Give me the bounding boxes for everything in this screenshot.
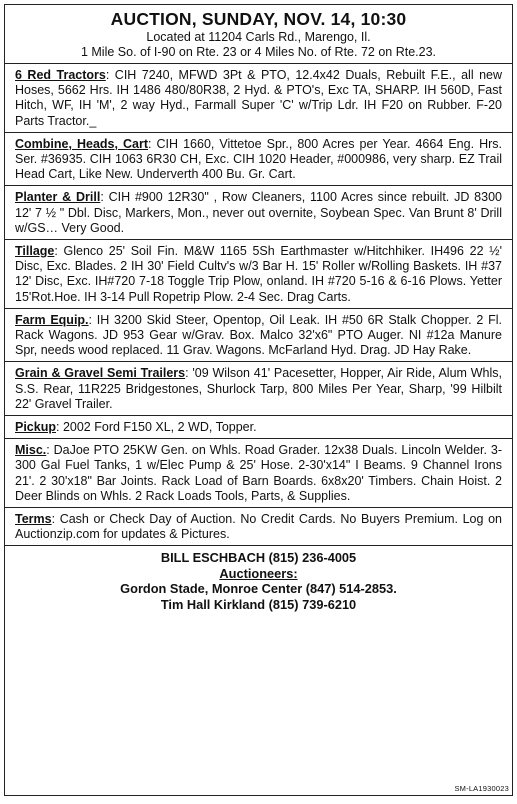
divider (5, 545, 512, 546)
section-text: : CIH #900 12R30" , Row Cleaners, 1100 Acres since rebuilt. JD 8300 12' 7 ½ " Dbl. Disc, Markers, Mon., never out overnite, Soybean Spec. Van Brunt 8' Drill w/GS… Very Good. (15, 190, 502, 235)
auctioneer-2: Tim Hall Kirkland (815) 739-6210 (160, 596, 357, 612)
page-title: AUCTION, SUNDAY, NOV. 14, 10:30 (110, 9, 407, 29)
section-combine (15, 137, 502, 183)
section-heading: Pickup (15, 420, 56, 435)
divider (5, 132, 512, 133)
section-text: : Glenco 25' Soil Fin. M&W 1165 5Sh Earthmaster w/Hitchhiker. IH496 22 ½' Disc, Exc. Blades. 2 IH 30' Field Cultv's w/3 Bar H. 15' Roller w/Rolling Baskets. IH #37 12' Disc, Exc. IH#720 7-18 Toggle Trip Plow, onland. IH #720 5-16 & 6-16 Plows. Yetter 15'Rot.Hoe. IH 3-14 Pull Ropetrip Plow. 2-4 Sec. Drag Carts. (15, 244, 502, 304)
auctioneer-1: Gordon Stade, Monroe Center (847) 514-2853. (120, 581, 397, 597)
divider (5, 361, 512, 362)
section-heading: Farm Equip. (15, 312, 89, 327)
section-heading: Terms (15, 512, 52, 527)
owner-contact: BILL ESCHBACH (815) 236-4005 (160, 550, 357, 566)
divider (5, 438, 512, 439)
divider (5, 507, 512, 508)
section-text: : Cash or Check Day of Auction. No Credit Cards. No Buyers Premium. Log on Auctionzip.com for updates & Pictures. (15, 512, 502, 542)
section-farm-equip (15, 313, 502, 359)
divider (5, 185, 512, 186)
section-tractors (15, 68, 502, 129)
section-text: : CIH 7240, MFWD 3Pt & PTO, 12.4x42 Duals, Rebuilt F.E., all new Hoses, 5662 Hrs. IH 1486 480/80R38, 2 Hyd. & PTO's, Exc TA, SHARP. IH 560D, Fast Hitch, WF, IH 'M', 2 way Hyd., Farmall Super 'C' w/Trip Ldr. IH F20 on Rubber. F-20 Parts Tractor._ (15, 68, 502, 128)
section-semi-trailers (15, 366, 502, 412)
section-heading: Misc. (15, 443, 47, 458)
section-heading: Tillage (15, 244, 55, 259)
divider (5, 239, 512, 240)
divider (5, 308, 512, 309)
section-terms (15, 512, 502, 542)
auction-ad (4, 4, 513, 796)
section-text: : CIH 1660, Vittetoe Spr., 800 Acres per Year. 4664 Eng. Hrs. Ser. #36935. CIH 1063 6R30 CH, Exc. CIH 1020 Header, #000986, very sharp. EZ Trail Head Cart, Like New. Underverth 400 Bu. Gr. Cart. (15, 136, 502, 182)
section-misc (15, 443, 502, 504)
section-tillage (15, 244, 502, 305)
divider (5, 63, 512, 64)
section-text: : IH 3200 Skid Steer, Opentop, Oil Leak. IH #50 6R Stalk Chopper. 2 Fl. Rack Wagons. JD 953 Gear w/Grav. Box. Malco 32'x6" PTO Auger. NI #12a Manure Spr, needs wood replaced. 11 Grav. Wagons. McFarland Hyd. Drag. JD Hay Rake. (15, 312, 502, 358)
location-line-2: 1 Mile So. of I-90 on Rte. 23 or 4 Miles No. of Rte. 72 on Rte.23. (80, 45, 437, 59)
section-heading: Combine, Heads, Cart (15, 136, 149, 151)
section-text: : DaJoe PTO 25KW Gen. on Whls. Road Grader. 12x38 Duals. Lincoln Welder. 3-300 Gal Fuel Tanks, 1 w/Elec Pump & 25' Hose. 2-30'x14" I Beams. 9 Channel Irons 21'. 2 30'x18" Bar Joints. Rack Load of Barn Boards. 6x8x20' Timbers. Chain Hoist. 2 Deer Blinds on Whls. 2 Rack Loads Tools, Parts, & Supplies. (15, 443, 502, 503)
section-text: : 2002 Ford F150 XL, 2 WD, Topper. (56, 420, 257, 435)
location-line-1: Located at 11204 Carls Rd., Marengo, Il. (146, 30, 371, 44)
section-text: : '09 Wilson 41' Pacesetter, Hopper, Air Ride, Alum Whls, S.S. Rear, 11R225 Bridgestones, Shurlock Tarp, 800 Miles Per Year, Sharp, '99 Hilbilt 22' Gravel Trailer. (15, 366, 502, 411)
auctioneers-label: Auctioneers: (219, 565, 298, 581)
divider (5, 415, 512, 416)
section-heading: Grain & Gravel Semi Trailers (15, 366, 186, 381)
section-pickup (15, 420, 502, 435)
contact-block (15, 550, 502, 612)
ad-code: SM-LA1930023 (454, 784, 509, 793)
section-heading: 6 Red Tractors (15, 68, 106, 82)
section-heading: Planter & Drill (15, 190, 101, 205)
section-planter (15, 190, 502, 236)
